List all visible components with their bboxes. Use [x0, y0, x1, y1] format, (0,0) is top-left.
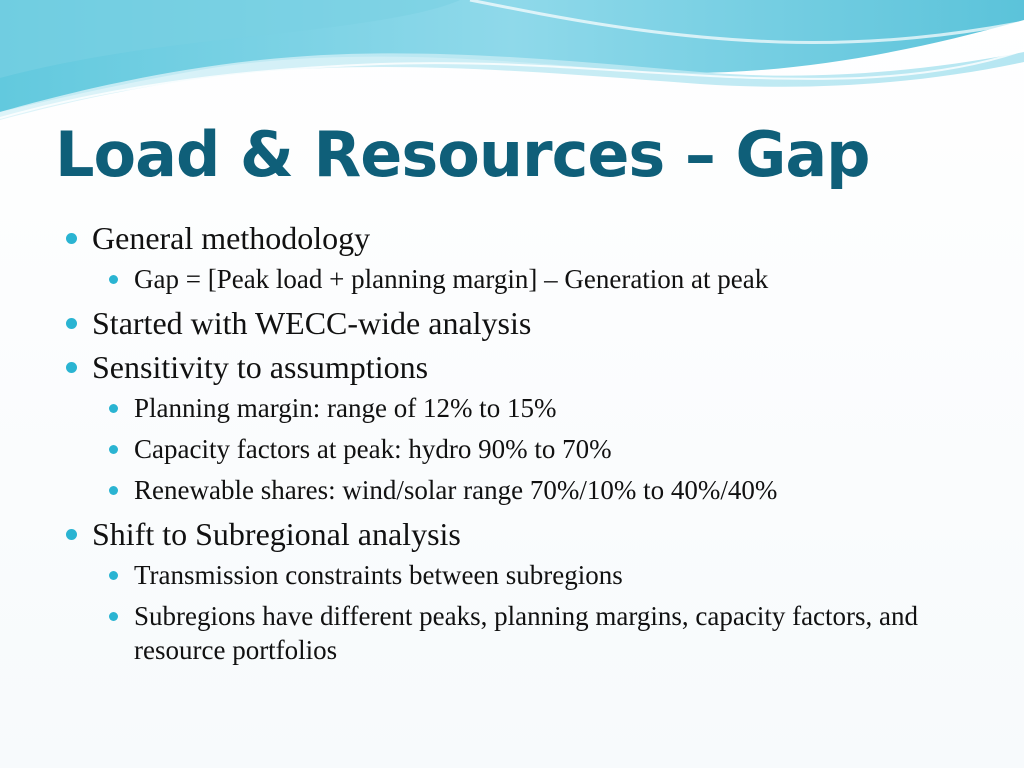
bullet-dot-icon — [109, 275, 118, 284]
bullet-text: Gap = [Peak load + planning margin] – Generation at peak — [134, 264, 769, 294]
bullet-dot-icon — [109, 612, 118, 621]
header-wave-decoration — [0, 0, 1024, 130]
bullet-dot-icon — [66, 529, 77, 540]
bullet-text: Capacity factors at peak: hydro 90% to 70% — [134, 434, 612, 464]
sub-bullet-item — [0, 473, 1000, 507]
bullet-list — [0, 218, 1000, 674]
sub-bullet-item — [0, 599, 1000, 667]
sub-bullet-item — [0, 262, 1000, 296]
bullet-dot-icon — [109, 571, 118, 580]
bullet-dot-icon — [66, 362, 77, 373]
sub-bullet-item — [0, 432, 1000, 466]
bullet-text: General methodology — [92, 220, 371, 256]
bullet-dot-icon — [66, 233, 77, 244]
bullet-dot-icon — [109, 404, 118, 413]
bullet-dot-icon — [66, 318, 77, 329]
bullet-text: Shift to Subregional analysis — [92, 516, 461, 552]
bullet-text: Started with WECC-wide analysis — [92, 305, 532, 341]
bullet-item — [0, 218, 1000, 258]
bullet-text: Renewable shares: wind/solar range 70%/10% to 40%/40% — [134, 475, 778, 505]
bullet-dot-icon — [109, 486, 118, 495]
bullet-item — [0, 514, 1000, 554]
slide-title: Load & Resources – Gap — [55, 118, 870, 191]
sub-bullet-item — [0, 391, 1000, 425]
bullet-text: Sensitivity to assumptions — [92, 349, 429, 385]
bullet-item — [0, 303, 1000, 343]
bullet-item — [0, 347, 1000, 387]
bullet-text: Planning margin: range of 12% to 15% — [134, 393, 557, 423]
bullet-text: Transmission constraints between subregions — [134, 560, 623, 590]
sub-bullet-item — [0, 558, 1000, 592]
bullet-text: Subregions have different peaks, planning margins, capacity factors, and resource portfolios — [134, 601, 919, 665]
bullet-dot-icon — [109, 445, 118, 454]
